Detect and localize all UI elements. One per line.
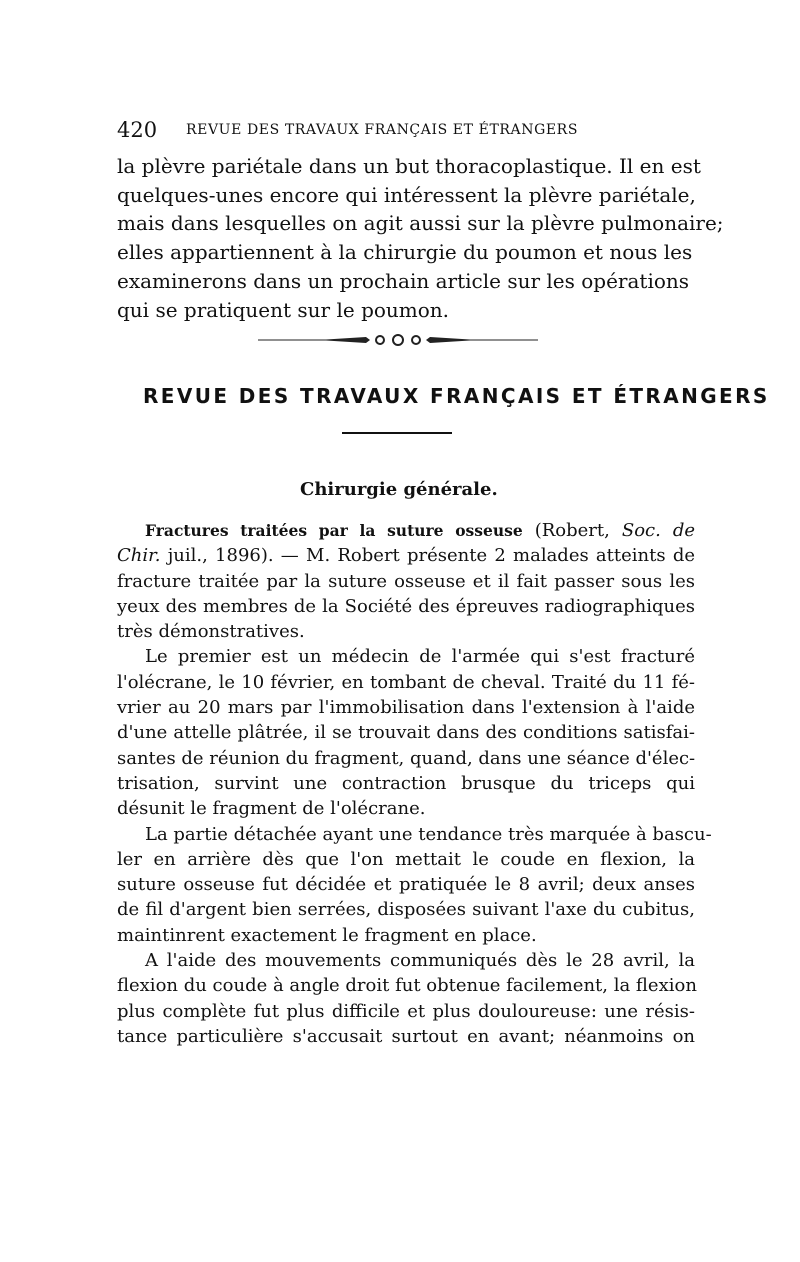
article-body — [117, 518, 712, 1049]
page-header — [117, 118, 697, 144]
intro-line: elles appartiennent à la chirurgie du poumon et nous les — [117, 240, 693, 265]
page-number: 420 — [117, 118, 158, 142]
article-line: l'olécrane, le 10 février, en tombant de cheval. Traité du 11 fé- — [117, 671, 695, 693]
article-line: tance particulière s'accusait surtout en avant; néanmoins on — [117, 1025, 695, 1047]
intro-line: mais dans lesquelles on agit aussi sur la plèvre pulmonaire; — [117, 211, 724, 236]
article-line: trisation, survint une contraction brusque du triceps qui — [117, 772, 695, 794]
section-title: REVUE DES TRAVAUX FRANÇAIS ET ÉTRANGERS — [143, 384, 770, 408]
article-line: flexion du coude à angle droit fut obtenue facilement, la flexion — [117, 975, 697, 997]
intro-paragraph — [117, 152, 724, 324]
article-line: désunit le fragment de l'olécrane. — [117, 798, 426, 820]
article-line: suture osseuse fut décidée et pratiquée le 8 avril; deux anses — [117, 874, 695, 896]
article-line: santes de réunion du fragment, quand, dans une séance d'élec- — [117, 747, 696, 769]
article-line: Le premier est un médecin de l'armée qui s'est fracturé — [145, 646, 695, 668]
article-line: d'une attelle plâtrée, il se trouvait dans des conditions satisfai- — [117, 722, 695, 744]
article-line: ler en arrière dès que l'on mettait le coude en flexion, la — [117, 848, 695, 870]
article-line: de fil d'argent bien serrées, disposées suivant l'axe du cubitus, — [117, 899, 695, 921]
citation-rest: juil., 1896). — M. Robert présente 2 malades atteints de — [160, 545, 695, 567]
article-line: yeux des membres de la Société des épreuves radiographiques — [117, 595, 695, 617]
intro-line: quelques-unes encore qui intéressent la plèvre pariétale, — [117, 182, 696, 207]
ornament-divider — [258, 330, 538, 350]
article-line: La partie détachée ayant une tendance très marquée à bascu- — [145, 823, 712, 845]
article-line: très démonstratives. — [117, 621, 305, 643]
article-line: A l'aide des mouvements communiqués dès le 28 avril, la — [145, 950, 695, 972]
intro-line: qui se pratiquent sur le poumon. — [117, 297, 450, 322]
running-head: REVUE DES TRAVAUX FRANÇAIS ET ÉTRANGERS — [186, 122, 579, 138]
subsection-title: Chirurgie générale. — [300, 479, 498, 500]
article-line: plus complète fut plus difficile et plus douloureuse: une résis- — [117, 1000, 695, 1022]
article-line: maintinrent exactement le fragment en place. — [117, 924, 537, 946]
article-line — [117, 543, 695, 568]
citation-open: (Robert, — [522, 520, 622, 541]
article-heading: Fractures traitées par la suture osseuse — [145, 521, 523, 540]
article-line: fracture traitée par la suture osseuse et il fait passer sous les — [117, 570, 695, 592]
title-rule — [342, 432, 452, 434]
intro-line: la plèvre pariétale dans un but thoracoplastique. Il en est — [117, 154, 701, 178]
intro-line: examinerons dans un prochain article sur les opérations — [117, 268, 690, 293]
citation-journal: Soc. de — [621, 520, 695, 541]
article-line: vrier au 20 mars par l'immobilisation dans l'extension à l'aide — [117, 697, 695, 719]
citation-journal-cont: Chir. — [117, 545, 161, 567]
article-heading-line — [117, 518, 695, 543]
